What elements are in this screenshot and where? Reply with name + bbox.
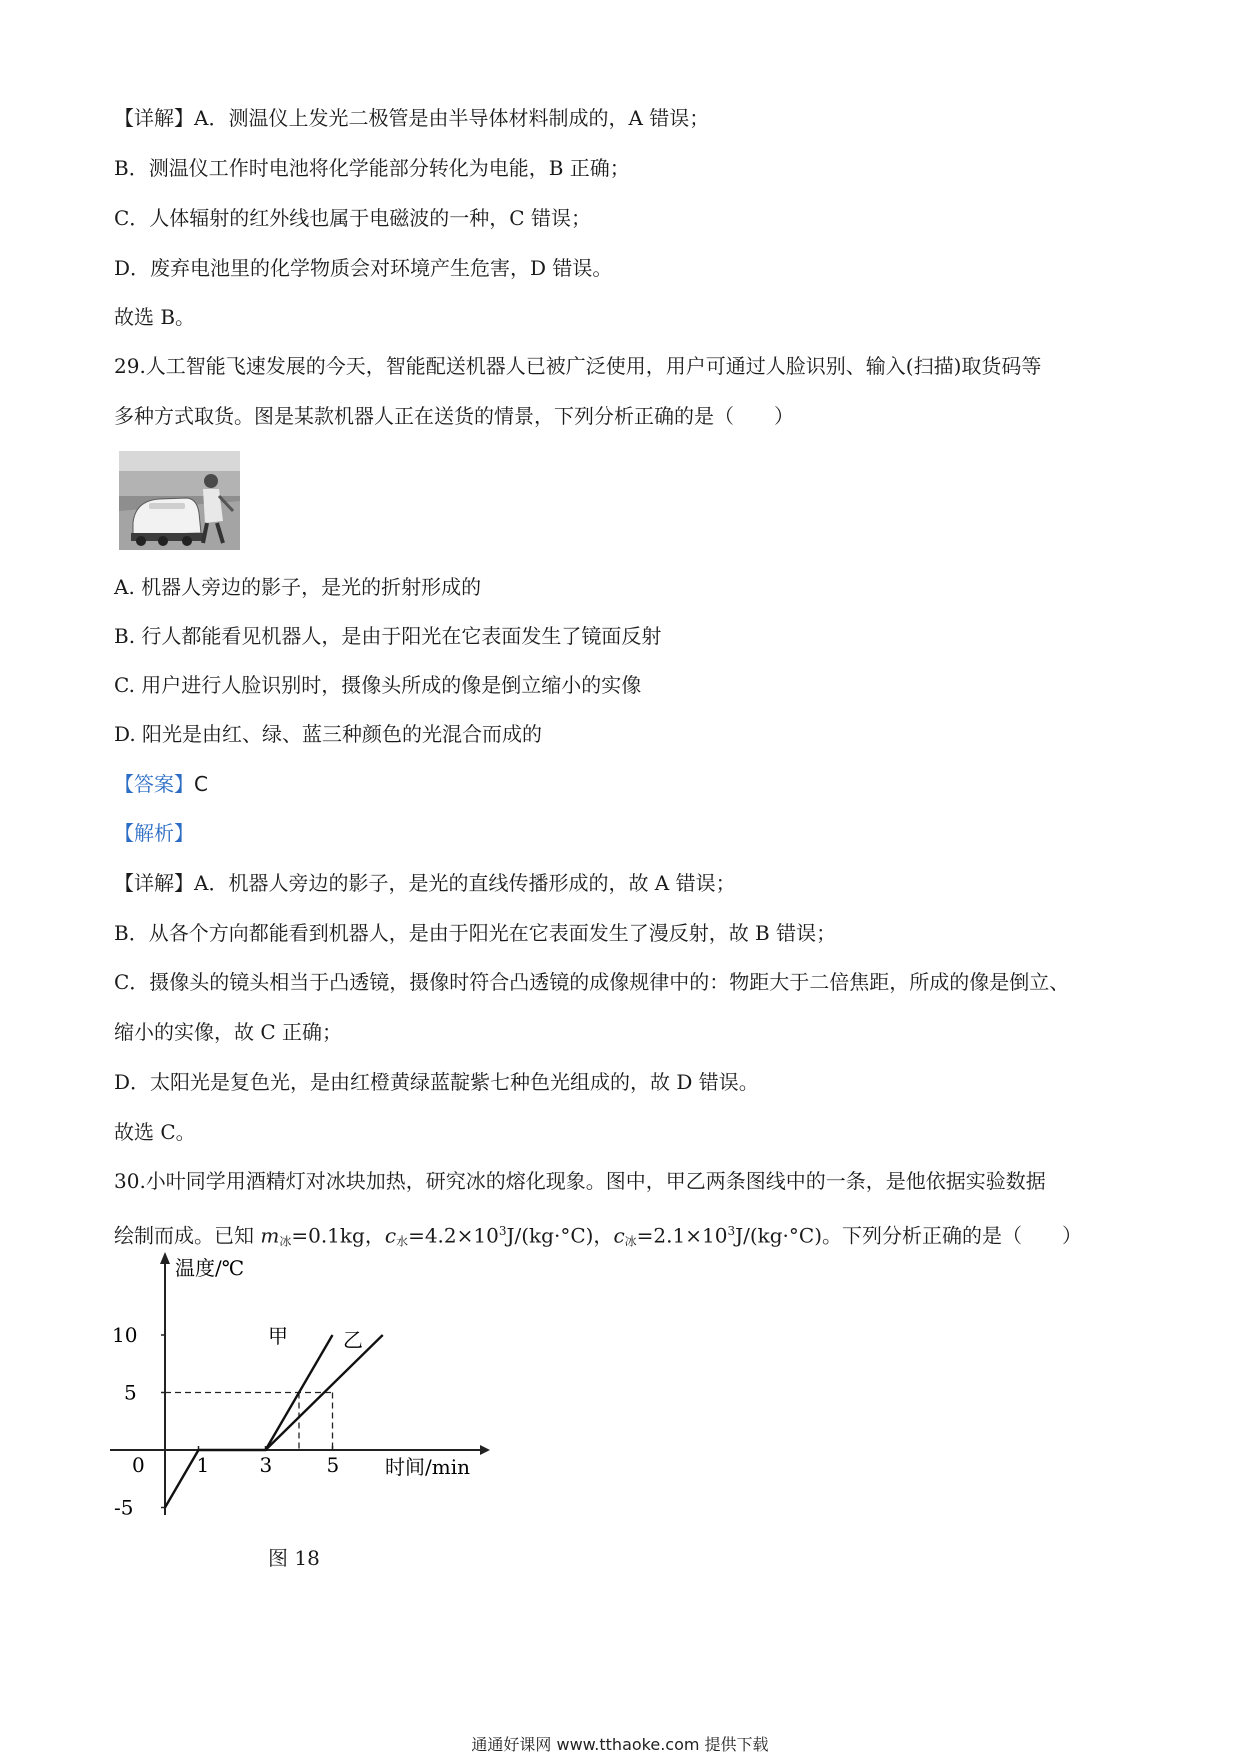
x-tick-label: 0 <box>132 1453 145 1477</box>
q29-detail-c1: C．摄像头的镜头相当于凸透镜，摄像时符合凸透镜的成像规律中的：物距大于二倍焦距，所成的像是倒立、 <box>114 970 1070 994</box>
series-label-yi: 乙 <box>343 1328 363 1352</box>
figure-caption: 图 18 <box>268 1546 320 1570</box>
q29-option-d: D. 阳光是由红、绿、蓝三种颜色的光混合而成的 <box>114 722 543 746</box>
q30-stem-line1: 30.小叶同学用酒精灯对冰块加热，研究冰的熔化现象。图中，甲乙两条图线中的一条，是他依据实验数据 <box>114 1169 1046 1193</box>
delivery-robot-photo <box>119 451 240 550</box>
q29-stem-line2: 多种方式取货。图是某款机器人正在送货的情景，下列分析正确的是（ ） <box>114 404 794 428</box>
prev-detail-a: 【详解】A．测温仪上发光二极管是由半导体材料制成的，A 错误； <box>114 106 710 130</box>
prev-conclusion: 故选 B。 <box>114 305 196 329</box>
q29-answer <box>114 769 208 799</box>
y-tick-label: -5 <box>114 1495 134 1520</box>
prev-detail-b: B．测温仪工作时电池将化学能部分转化为电能，B 正确； <box>114 156 630 180</box>
q29-analysis-label <box>114 818 194 848</box>
y-tick-label: 5 <box>124 1380 137 1405</box>
figure-18 <box>110 1250 510 1574</box>
y-tick-label: 10 <box>112 1323 138 1347</box>
q29-detail-c2: 缩小的实像，故 C 正确； <box>114 1020 343 1044</box>
series-line-yi <box>266 1335 383 1450</box>
q29-stem-line1: 29.人工智能飞速发展的今天，智能配送机器人已被广泛使用，用户可通过人脸识别、输入(扫描)取货码等 <box>114 354 1042 378</box>
q29-option-a: A. 机器人旁边的影子，是光的折射形成的 <box>114 575 482 599</box>
q29-conclusion: 故选 C。 <box>114 1120 196 1144</box>
q29-detail-b: B．从各个方向都能看到机器人，是由于阳光在它表面发生了漫反射，故 B 错误； <box>114 921 837 945</box>
x-tick-label: 1 <box>196 1453 210 1477</box>
analysis-label: 【解析】 <box>114 821 194 845</box>
answer-value: C <box>194 772 208 796</box>
q30-stem-line2: 绘制而成。已知 $m_冰=0.1kg$，$c_水=4.2\times 10^3J/(kg\cdot^\circ C)$，$c_冰=2.1\times 10^3J/(kg\cdot^\circ C)$。下列分析正确的是（ ） <box>114 1223 1083 1249</box>
x-tick-label: 3 <box>259 1453 273 1477</box>
q29-option-c: C. 用户进行人脸识别时，摄像头所成的像是倒立缩小的实像 <box>114 673 642 697</box>
footer-text: 通通好课网 www.tthaoke.com 提供下载 <box>471 1735 769 1754</box>
series-label-jia: 甲 <box>268 1324 288 1348</box>
y-axis-arrow <box>160 1252 170 1264</box>
y-axis-label: 温度/℃ <box>175 1256 245 1280</box>
temperature-time-chart <box>110 1250 510 1570</box>
q29-option-b: B. 行人都能看见机器人，是由于阳光在它表面发生了镜面反射 <box>114 624 662 648</box>
x-tick-label: 5 <box>326 1453 340 1477</box>
x-axis-arrow <box>480 1445 490 1455</box>
q29-detail-a: 【详解】A．机器人旁边的影子，是光的直线传播形成的，故 A 错误； <box>114 871 736 895</box>
prev-detail-c: C．人体辐射的红外线也属于电磁波的一种，C 错误； <box>114 206 591 230</box>
series-line-jia <box>165 1335 333 1508</box>
answer-label: 【答案】 <box>114 772 194 796</box>
prev-detail-d: D．废弃电池里的化学物质会对环境产生危害，D 错误。 <box>114 256 613 280</box>
q29-detail-d: D．太阳光是复色光，是由红橙黄绿蓝靛紫七种色光组成的，故 D 错误。 <box>114 1070 759 1094</box>
x-axis-label: 时间/min <box>385 1455 470 1479</box>
